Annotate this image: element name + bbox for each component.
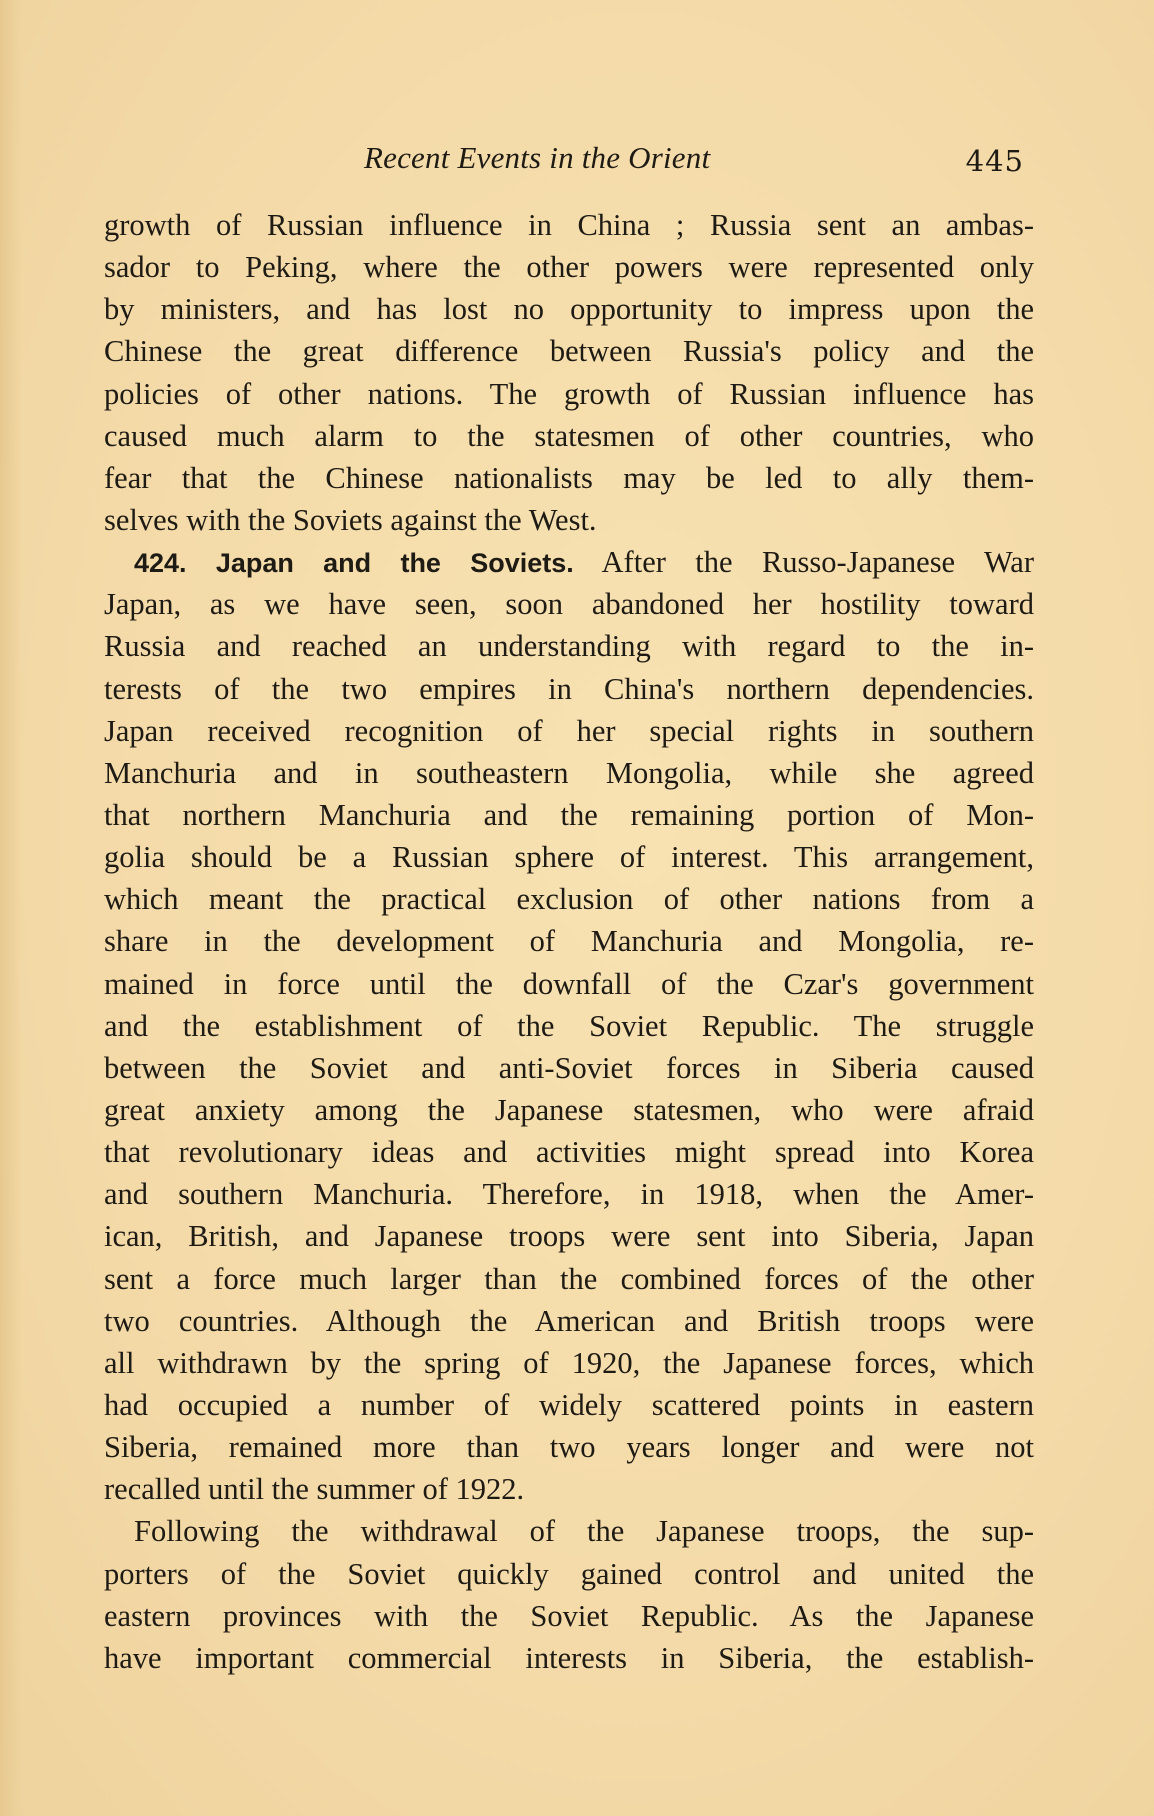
text-line: porters of the Soviet quickly gained control and united the bbox=[104, 1556, 1034, 1591]
text-line: all withdrawn by the spring of 1920, the Japanese forces, which bbox=[104, 1345, 1034, 1380]
text-line: eastern provinces with the Soviet Republic. As the Japanese bbox=[104, 1598, 1034, 1633]
text-line: Japan, as we have seen, soon abandoned her hostility toward bbox=[104, 587, 1034, 622]
text-line: great anxiety among the Japanese statesmen, who were afraid bbox=[104, 1092, 1034, 1127]
text-line: sent a force much larger than the combined forces of the other bbox=[104, 1261, 1034, 1296]
text-line: by ministers, and has lost no opportunity to impress upon the bbox=[104, 292, 1034, 327]
text-line: ican, British, and Japanese troops were sent into Siberia, Japan bbox=[104, 1219, 1034, 1254]
text-line: Japan received recognition of her special rights in southern bbox=[104, 713, 1034, 748]
text-line: Siberia, remained more than two years longer and were not bbox=[104, 1430, 1034, 1465]
page-header bbox=[104, 140, 1044, 180]
text-line: fear that the Chinese nationalists may be led to ally them- bbox=[104, 460, 1034, 495]
text-line: which meant the practical exclusion of other nations from a bbox=[104, 882, 1034, 917]
section-424-line-text: After the Russo-Japanese War bbox=[601, 545, 1034, 580]
section-424-first-line bbox=[104, 541, 1034, 583]
text-line: caused much alarm to the statesmen of other countries, who bbox=[104, 418, 1034, 453]
text-line: mained in force until the downfall of the Czar's government bbox=[104, 966, 1034, 1001]
text-line: recalled until the summer of 1922. bbox=[104, 1472, 525, 1507]
text-line: had occupied a number of widely scattered points in eastern bbox=[104, 1387, 1034, 1422]
text-line: two countries. Although the American and British troops were bbox=[104, 1303, 1034, 1338]
text-line: Following the withdrawal of the Japanese troops, the sup- bbox=[134, 1514, 1034, 1549]
text-line: that revolutionary ideas and activities might spread into Korea bbox=[104, 1135, 1034, 1170]
section-heading: 424. Japan and the Soviets. bbox=[134, 548, 574, 579]
text-line: share in the development of Manchuria and Mongolia, re- bbox=[104, 924, 1034, 959]
text-line: Manchuria and in southeastern Mongolia, while she agreed bbox=[104, 755, 1034, 790]
text-line: golia should be a Russian sphere of interest. This arrangement, bbox=[104, 840, 1034, 875]
text-line: Russia and reached an understanding with regard to the in- bbox=[104, 629, 1034, 664]
body-text bbox=[104, 204, 1034, 1679]
text-line: Chinese the great difference between Russia's policy and the bbox=[104, 334, 1034, 369]
running-title: Recent Events in the Orient bbox=[364, 140, 711, 175]
text-line: and the establishment of the Soviet Republic. The struggle bbox=[104, 1008, 1034, 1043]
text-line: that northern Manchuria and the remaining portion of Mon- bbox=[104, 797, 1034, 832]
text-line: have important commercial interests in Siberia, the establish- bbox=[104, 1640, 1034, 1675]
page-number: 445 bbox=[965, 144, 1024, 178]
text-line: and southern Manchuria. Therefore, in 1918, when the Amer- bbox=[104, 1177, 1034, 1212]
text-line: policies of other nations. The growth of Russian influence has bbox=[104, 376, 1034, 411]
text-line: between the Soviet and anti-Soviet forces in Siberia caused bbox=[104, 1050, 1034, 1085]
text-line: selves with the Soviets against the West. bbox=[104, 502, 597, 537]
text-line: sador to Peking, where the other powers were represented only bbox=[104, 250, 1034, 285]
text-line: terests of the two empires in China's northern dependencies. bbox=[104, 671, 1034, 706]
text-line: growth of Russian influence in China ; Russia sent an ambas- bbox=[104, 208, 1034, 242]
